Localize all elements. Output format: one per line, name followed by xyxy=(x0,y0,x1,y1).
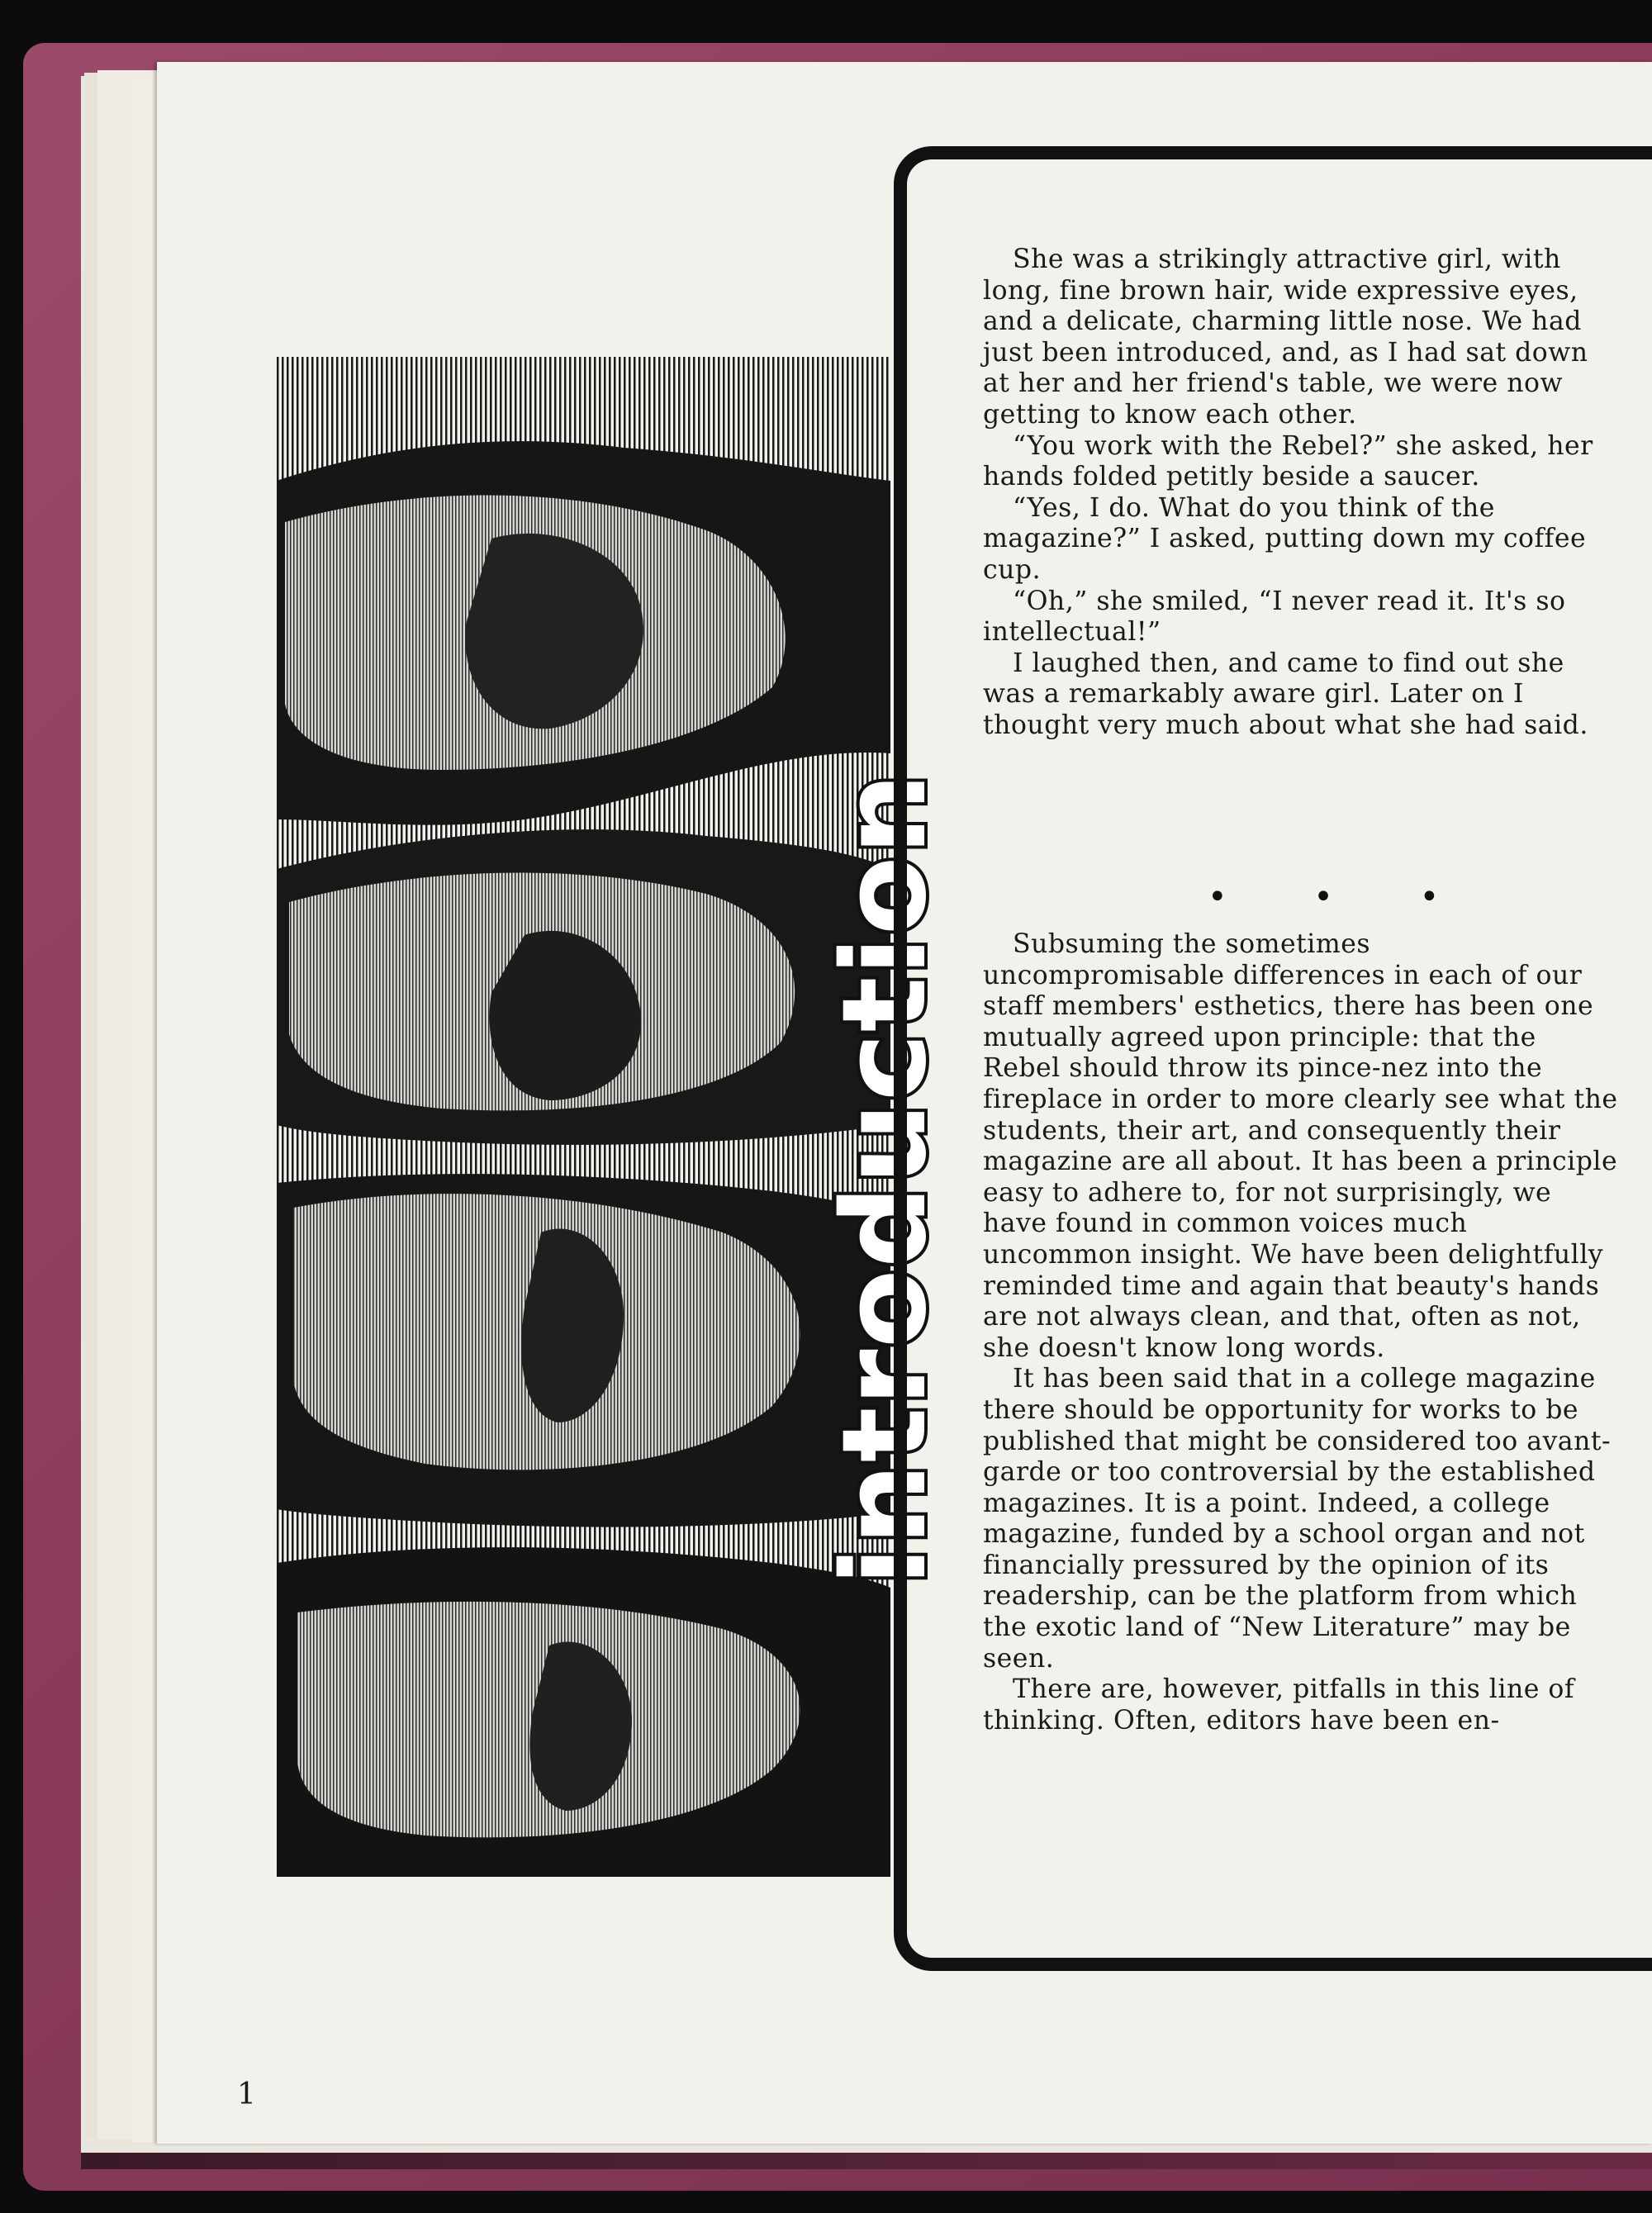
intro-text-part1 xyxy=(983,245,1619,742)
page-number: 1 xyxy=(237,2078,256,2111)
paragraph: It has been said that in a college magazine there should be opportunity for works to be published that might be considered too avant-garde or too controversial by the established magazines. It is a point. Indeed, a college magazine, funded by a school organ and not financially pressured by the opinion of its readership, can be the platform from which the exotic land of “New Literature” may be seen. xyxy=(983,1364,1612,1674)
paragraph: “You work with the Rebel?” she asked, her hands folded petitly beside a saucer. xyxy=(983,430,1593,492)
photo-illustration xyxy=(277,357,890,1877)
paragraph: There are, however, pitfalls in this line of thinking. Often, editors have been en- xyxy=(983,1674,1575,1736)
intro-text-part2 xyxy=(983,929,1619,1736)
paragraph: Subsuming the sometimes uncompromisable differences in each of our staff members' esthetics, there has been one mutually agreed upon principle: that the Rebel should throw its pince-nez into the fireplace in order to more clearly see what the students, their art, and consequently their magazine are all about. It has been a principle easy to adhere to, for not surprisingly, we have found in common voices much uncommon insight. We have been delightfully reminded time and again that beauty's hands are not always clean, and that, often as not, she doesn't know long words. xyxy=(983,929,1618,1363)
paragraph: She was a strikingly attractive girl, with long, fine brown hair, wide expressive eyes, and a delicate, charming little nose. We had just been introduced, and, as I had sat down at her and her friend's table, we were now getting to know each other. xyxy=(983,245,1588,430)
section-divider: • • • xyxy=(1208,878,1478,916)
paragraph: I laughed then, and came to find out she was a remarkably aware girl. Later on I thought very much about what she had said. xyxy=(983,648,1588,740)
paragraph: “Oh,” she smiled, “I never read it. It's so intellectual!” xyxy=(983,586,1566,648)
title-text: introduction xyxy=(818,772,952,1586)
cover-bottom-edge xyxy=(81,2153,1652,2169)
paragraph: “Yes, I do. What do you think of the magazine?” I asked, putting down my coffee cup. xyxy=(983,492,1587,585)
